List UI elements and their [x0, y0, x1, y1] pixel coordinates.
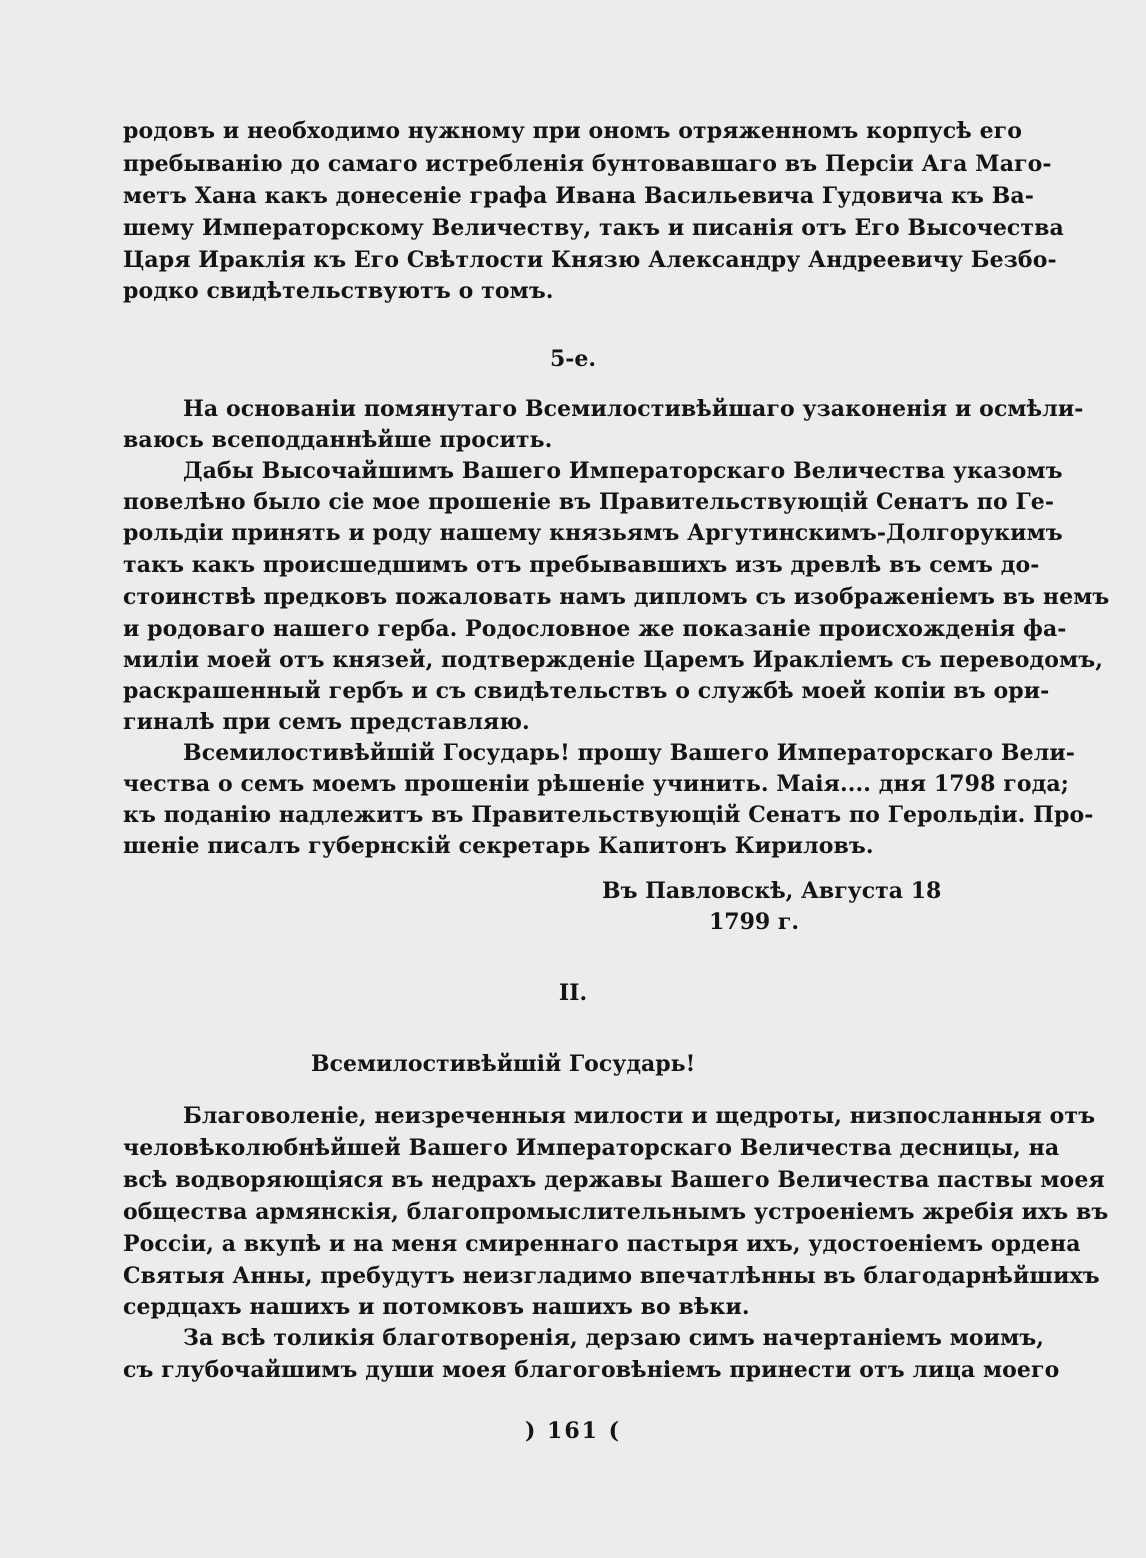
text-line: сердцахъ нашихъ и потомковъ нашихъ во вѣки. — [123, 1294, 750, 1320]
text-line: Святыя Анны, пребудутъ неизгладимо впечатлѣнны въ благодарнѣйшихъ — [123, 1263, 1100, 1289]
text-line: шеніе писалъ губернскій секретарь Капитонъ Кириловъ. — [123, 833, 874, 859]
page-number: ) 161 ( — [524, 1418, 622, 1444]
text-line: Россіи, а вкупѣ и на меня смиреннаго пастыря ихъ, удостоеніемъ ордена — [123, 1231, 1081, 1257]
text-line: раскрашенный гербъ и съ свидѣтельствъ о службѣ моей копіи въ ори- — [123, 678, 1050, 704]
text-line: и родоваго нашего герба. Родословное же показаніе происхожденія фа- — [123, 616, 1067, 642]
signature-year: 1799 г. — [709, 909, 800, 935]
text-line: За всѣ толикія благотворенія, дерзаю симъ начертаніемъ моимъ, — [183, 1325, 1045, 1351]
text-line: родко свидѣтельствуютъ о томъ. — [123, 278, 554, 304]
section-heading: 5-е. — [549, 346, 597, 372]
text-line: къ поданію надлежитъ въ Правительствующій Сенатъ по Герольдіи. Про- — [123, 802, 1094, 828]
text-line: рольдіи принять и роду нашему князьямъ Аргутинскимъ-Долгорукимъ — [123, 520, 1063, 546]
text-line: пребыванію до самаго истребленія бунтовавшаго въ Персіи Ага Маго- — [123, 151, 1052, 177]
text-line: чества о семъ моемъ прошеніи рѣшеніе учинить. Маія.... дня 1798 года; — [123, 771, 1069, 797]
text-line: На основаніи помянутаго Всемилостивѣйшаго узаконенія и осмѣли- — [183, 396, 1084, 422]
text-line: такъ какъ происшедшимъ отъ пребывавшихъ изъ древлѣ въ семъ до- — [123, 552, 1040, 578]
signature-place-date: Въ Павловскѣ, Августа 18 — [602, 878, 942, 904]
text-line: повелѣно было сіе мое прошеніе въ Правительствующій Сенатъ по Ге- — [123, 489, 1055, 515]
text-line: ваюсь всеподданнѣйше просить. — [123, 427, 553, 453]
text-line: общества армянскія, благопромыслительнымъ устроеніемъ жребія ихъ въ — [123, 1199, 1109, 1225]
text-line: миліи моей отъ князей, подтвержденіе Царемъ Иракліемъ съ переводомъ, — [123, 647, 1104, 673]
text-line: гиналѣ при семъ представляю. — [123, 709, 530, 735]
text-line: родовъ и необходимо нужному при ономъ отряженномъ корпусѣ его — [123, 118, 1023, 144]
text-line: человѣколюбнѣйшей Вашего Императорскаго Величества десницы, на — [123, 1135, 1060, 1161]
text-line: всѣ водворяющіяся въ недрахъ державы Вашего Величества паствы моея — [123, 1167, 1105, 1193]
section-heading: II. — [558, 980, 588, 1006]
text-line: Благоволеніе, неизреченныя милости и щедроты, низпосланныя отъ — [183, 1103, 1096, 1129]
text-line: Дабы Высочайшимъ Вашего Императорскаго Величества указомъ — [183, 458, 1063, 484]
salutation: Всемилостивѣйшій Государь! — [311, 1051, 696, 1077]
text-line: Царя Ираклія къ Его Свѣтлости Князю Александру Андреевичу Безбо- — [123, 247, 1057, 273]
text-line: съ глубочайшимъ души моея благоговѣніемъ принести отъ лица моего — [123, 1357, 1060, 1383]
text-line: стоинствѣ предковъ пожаловать намъ дипломъ съ изображеніемъ въ немъ — [123, 584, 1110, 610]
text-line: Всемилостивѣйшій Государь! прошу Вашего Императорскаго Вели- — [183, 740, 1075, 766]
text-line: метъ Хана какъ донесеніе графа Ивана Васильевича Гудовича къ Ва- — [123, 183, 1034, 209]
text-line: шему Императорскому Величеству, такъ и писанія отъ Его Высочества — [123, 215, 1064, 241]
